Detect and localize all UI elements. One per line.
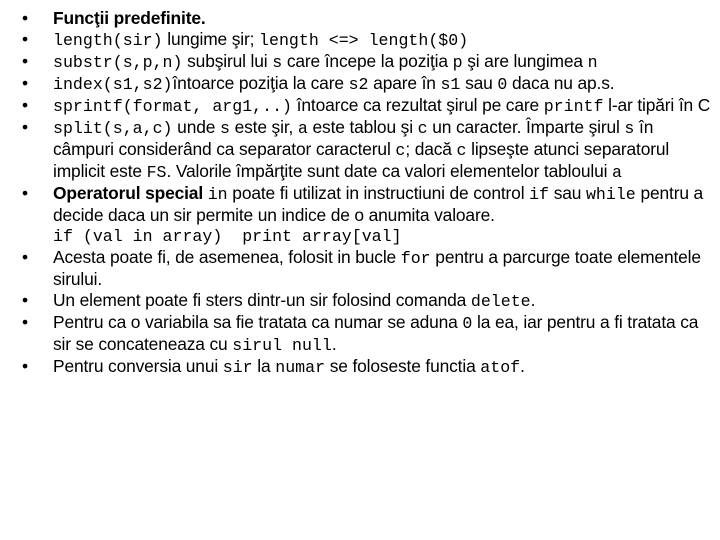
text-fragment: la bbox=[252, 356, 276, 376]
text-fragment: apare în bbox=[368, 73, 441, 93]
text-fragment: Acesta poate fi, de asemenea, folosit in bucle bbox=[53, 247, 401, 267]
text-fragment: este tablou şi bbox=[307, 117, 418, 137]
text-fragment: lungime şir; bbox=[162, 29, 260, 49]
code-fragment: length <=> length($0) bbox=[259, 31, 469, 50]
text-fragment: lipseşte atunci separatorul implicit este bbox=[53, 139, 670, 181]
code-example-line: if (val in array) print array[val] bbox=[53, 227, 402, 246]
code-fragment: sirul null bbox=[232, 336, 332, 355]
text-fragment: . bbox=[530, 290, 536, 310]
code-fragment: numar bbox=[275, 358, 326, 377]
bullet-icon: • bbox=[22, 8, 28, 28]
text-fragment: ; dacă bbox=[405, 139, 457, 159]
bullet-text bbox=[53, 312, 698, 354]
bullet-text bbox=[53, 183, 703, 225]
bullet-text bbox=[53, 117, 669, 181]
code-fragment: for bbox=[400, 249, 431, 268]
bullet-icon: • bbox=[22, 117, 28, 137]
text-fragment: sau bbox=[460, 73, 498, 93]
bullet-text bbox=[53, 95, 710, 115]
text-fragment: sau bbox=[549, 183, 586, 203]
code-fragment: s2 bbox=[348, 75, 369, 94]
code-fragment: printf bbox=[543, 97, 604, 116]
text-fragment: unde bbox=[172, 117, 220, 137]
bullet-text bbox=[53, 8, 206, 28]
code-fragment: while bbox=[585, 185, 636, 204]
text-fragment: în câmpuri considerând ca separator caracterul bbox=[53, 117, 654, 159]
text-fragment: Un element poate fi sters dintr-un sir folosind comanda bbox=[53, 290, 471, 310]
bullet-text bbox=[53, 247, 701, 289]
bullet-icon: • bbox=[22, 29, 28, 49]
bullet-icon: • bbox=[22, 312, 28, 332]
bullet-icon: • bbox=[22, 73, 28, 93]
code-fragment: s bbox=[624, 119, 635, 138]
bullet-item-index bbox=[22, 73, 712, 95]
code-fragment: sprintf(format, arg1,..) bbox=[53, 97, 292, 116]
code-fragment: c bbox=[456, 141, 467, 160]
bullet-icon: • bbox=[22, 95, 28, 115]
bullet-text bbox=[53, 51, 598, 71]
bullet-item-predefined-functions bbox=[22, 8, 712, 29]
text-fragment: întoarce poziţia la care bbox=[172, 73, 349, 93]
code-fragment: FS bbox=[146, 163, 167, 182]
code-fragment: s1 bbox=[440, 75, 461, 94]
bullet-item-in-operator bbox=[22, 183, 712, 247]
code-fragment: delete bbox=[470, 292, 531, 311]
text-fragment: pentru a parcurge toate elementele sirului. bbox=[53, 247, 701, 289]
bold-text: Operatorul special bbox=[53, 183, 204, 203]
bullet-item-numeric-conversion bbox=[22, 312, 712, 356]
text-fragment: . bbox=[520, 356, 525, 376]
text-fragment: . bbox=[331, 334, 337, 354]
bullet-item-substr bbox=[22, 51, 712, 73]
code-fragment: substr(s,p,n) bbox=[53, 53, 183, 72]
bullet-text bbox=[53, 290, 535, 310]
text-fragment: Pentru ca o variabila sa fie tratata ca numar se aduna bbox=[53, 312, 463, 332]
bullet-item-split bbox=[22, 117, 712, 183]
text-fragment: pentru a decide daca un sir permite un indice de o anumita valoare. bbox=[53, 183, 704, 225]
bullet-text bbox=[53, 29, 468, 49]
bullet-icon: • bbox=[22, 51, 28, 71]
text-fragment: Pentru conversia unui bbox=[53, 356, 223, 376]
text-fragment: . Valorile împărţite sunt date ca valori elementelor tabloului bbox=[166, 161, 613, 181]
text-fragment: un caracter. Împarte şirul bbox=[427, 117, 625, 137]
bullet-icon: • bbox=[22, 247, 28, 267]
text-fragment: daca nu ap.s. bbox=[507, 73, 615, 93]
text-fragment: este şir, bbox=[229, 117, 298, 137]
code-fragment: if bbox=[529, 185, 550, 204]
bullet-item-delete bbox=[22, 290, 712, 312]
text-fragment: la ea, iar pentru a fi tratata ca sir se concateneaza cu bbox=[53, 312, 699, 354]
bullet-icon: • bbox=[22, 290, 28, 310]
bullet-item-atof bbox=[22, 356, 712, 378]
code-fragment: a bbox=[297, 119, 308, 138]
text-fragment: întoarce ca rezultat şirul pe care bbox=[292, 95, 544, 115]
code-fragment: s bbox=[272, 53, 283, 72]
bullet-text bbox=[53, 356, 525, 376]
code-fragment: 0 bbox=[462, 314, 473, 333]
bold-text: Funcţii predefinite. bbox=[53, 8, 206, 28]
bullet-item-sprintf bbox=[22, 95, 712, 117]
code-fragment: s bbox=[219, 119, 230, 138]
code-fragment: split(s,a,c) bbox=[53, 119, 173, 138]
bullet-list bbox=[22, 8, 712, 378]
text-fragment: poate fi utilizat in instructiuni de control bbox=[227, 183, 530, 203]
code-fragment: p bbox=[452, 53, 463, 72]
code-fragment: c bbox=[395, 141, 406, 160]
bullet-icon: • bbox=[22, 183, 28, 203]
code-fragment: index(s1,s2) bbox=[53, 75, 173, 94]
text-fragment: subşirul lui bbox=[182, 51, 273, 71]
code-fragment: sir bbox=[222, 358, 253, 377]
text-fragment: care începe la poziţia bbox=[282, 51, 453, 71]
code-fragment: a bbox=[612, 163, 622, 182]
code-fragment: 0 bbox=[497, 75, 508, 94]
text-fragment: şi are lungimea bbox=[462, 51, 588, 71]
bullet-icon: • bbox=[22, 356, 28, 376]
code-fragment: in bbox=[207, 185, 228, 204]
code-fragment: c bbox=[417, 119, 428, 138]
code-fragment: n bbox=[587, 53, 598, 72]
text-fragment: se foloseste functia bbox=[325, 356, 481, 376]
code-fragment: length(sir) bbox=[53, 31, 163, 50]
bullet-text bbox=[53, 73, 614, 93]
bullet-item-length bbox=[22, 29, 712, 51]
bullet-item-for-loop bbox=[22, 247, 712, 290]
code-fragment: atof bbox=[480, 358, 521, 377]
text-fragment: l-ar tipări în C bbox=[603, 95, 711, 115]
